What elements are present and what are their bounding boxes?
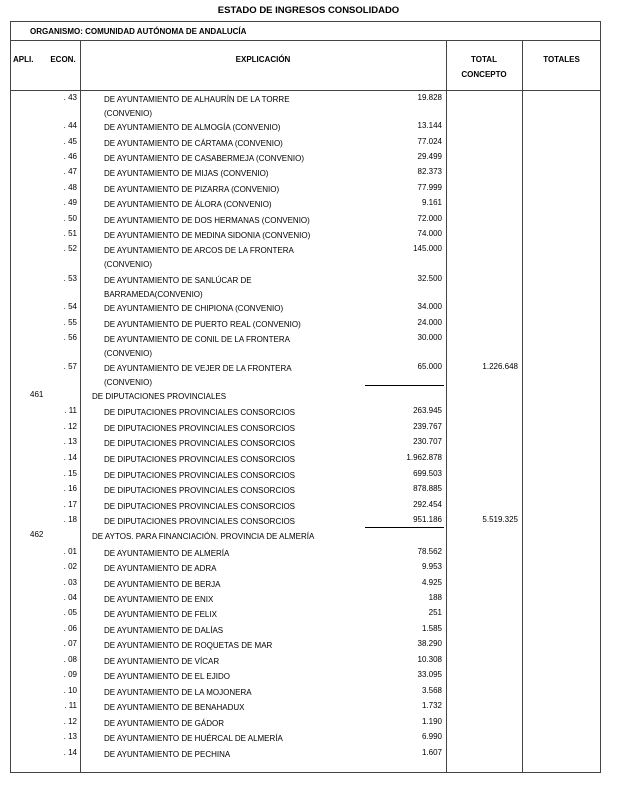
- econ-code: . 55: [63, 318, 77, 327]
- amount-value: 82.373: [417, 167, 442, 176]
- header-explicacion: EXPLICACIÓN: [235, 55, 291, 64]
- table-row: [0, 229, 617, 245]
- explicacion-text: DE AYUNTAMIENTO DE DOS HERMANAS (CONVENIO): [104, 216, 310, 225]
- amount-value: 77.999: [417, 183, 442, 192]
- amount-value: 699.503: [413, 469, 442, 478]
- header-totales: TOTALES: [543, 55, 580, 64]
- table-row: [0, 484, 617, 500]
- explicacion-text: DE AYUNTAMIENTO DE CASABERMEJA (CONVENIO): [104, 154, 305, 163]
- table-row: [0, 515, 617, 531]
- explicacion-text-cont: (CONVENIO): [104, 108, 152, 118]
- explicacion-text: DE DIPUTACIONES PROVINCIALES CONSORCIOS: [104, 408, 295, 417]
- explicacion-text-cont: (CONVENIO): [104, 348, 152, 358]
- amount-value: 29.499: [417, 152, 442, 161]
- explicacion-text: DE DIPUTACIONES PROVINCIALES CONSORCIOS: [104, 502, 295, 511]
- amount-value: 292.454: [413, 500, 442, 509]
- header-econ: ECON.: [50, 55, 76, 64]
- explicacion-text: DE AYUNTAMIENTO DE CONIL DE LA FRONTERA: [104, 335, 290, 344]
- explicacion-text: DE AYUNTAMIENTO DE PECHINA: [104, 750, 231, 759]
- total-concepto-value: 5.519.325: [482, 515, 518, 524]
- amount-value: 9.953: [421, 562, 442, 571]
- amount-value: 145.000: [413, 244, 442, 253]
- table-row: [0, 198, 617, 214]
- table-row: [0, 302, 617, 318]
- table-row: [0, 121, 617, 137]
- amount-value: 1.190: [421, 717, 442, 726]
- header-apli: APLI.: [13, 55, 34, 64]
- econ-code: . 11: [64, 406, 77, 415]
- econ-code: . 18: [63, 515, 77, 524]
- econ-code: . 14: [63, 748, 77, 757]
- organismo-bar: [10, 21, 601, 41]
- econ-code: . 13: [63, 437, 77, 446]
- explicacion-text: DE AYUNTAMIENTO DE LA MOJONERA: [104, 688, 252, 697]
- amount-value: 30.000: [417, 333, 442, 342]
- subtotal-underline: [365, 385, 444, 386]
- explicacion-text: DE AYUNTAMIENTO DE ALHAURÍN DE LA TORRE: [104, 95, 290, 104]
- amount-value: 78.562: [417, 547, 442, 556]
- amount-value: 77.024: [417, 137, 442, 146]
- econ-code: . 01: [63, 547, 77, 556]
- econ-code: . 03: [63, 578, 77, 587]
- table-row: [0, 701, 617, 717]
- explicacion-text: DE AYUNTAMIENTO DE VÍCAR: [104, 657, 220, 666]
- table-row: [0, 318, 617, 334]
- table-row: [0, 437, 617, 453]
- econ-code: . 47: [63, 167, 77, 176]
- amount-value: 239.767: [413, 422, 442, 431]
- explicacion-text: DE DIPUTACIONES PROVINCIALES CONSORCIOS: [104, 439, 295, 448]
- econ-code: . 56: [63, 333, 77, 342]
- amount-value: 33.095: [417, 670, 442, 679]
- explicacion-text: DE AYUNTAMIENTO DE MIJAS (CONVENIO): [104, 169, 269, 178]
- amount-value: 3.568: [421, 686, 442, 695]
- amount-value: 13.144: [417, 121, 442, 130]
- table-row: [0, 686, 617, 702]
- econ-code: . 46: [63, 152, 77, 161]
- explicacion-text: DE AYUNTAMIENTO DE ARCOS DE LA FRONTERA: [104, 246, 294, 255]
- explicacion-text: DE AYUNTAMIENTO DE EL EJIDO: [104, 672, 230, 681]
- explicacion-text: DE AYUNTAMIENTO DE PUERTO REAL (CONVENIO): [104, 320, 301, 329]
- table-row: [0, 362, 617, 387]
- table-row: [0, 578, 617, 594]
- amount-value: 1.585: [421, 624, 442, 633]
- econ-code: . 44: [63, 121, 77, 130]
- amount-value: 188: [428, 593, 442, 602]
- amount-value: 1.732: [421, 701, 442, 710]
- table-row: [0, 93, 617, 118]
- econ-code: . 48: [63, 183, 77, 192]
- econ-code: . 14: [63, 453, 77, 462]
- amount-value: 74.000: [417, 229, 442, 238]
- explicacion-text: DE AYUNTAMIENTO DE ROQUETAS DE MAR: [104, 641, 273, 650]
- amount-value: 230.707: [413, 437, 442, 446]
- table-row: [0, 214, 617, 230]
- explicacion-text: DE AYUNTAMIENTO DE CHIPIONA (CONVENIO): [104, 304, 284, 313]
- explicacion-text: DE AYUNTAMIENTO DE CÁRTAMA (CONVENIO): [104, 139, 283, 148]
- econ-code: . 12: [63, 422, 77, 431]
- table-row: [0, 274, 617, 299]
- explicacion-text-cont: (CONVENIO): [104, 259, 152, 269]
- explicacion-text: DE AYUNTAMIENTO DE HUÉRCAL DE ALMERÍA: [104, 734, 283, 743]
- econ-code: . 45: [63, 137, 77, 146]
- table-row: [0, 639, 617, 655]
- econ-code: . 10: [63, 686, 77, 695]
- amount-value: 263.945: [413, 406, 442, 415]
- header-total: TOTAL: [471, 55, 497, 64]
- explicacion-text: DE AYUNTAMIENTO DE BERJA: [104, 580, 221, 589]
- explicacion-text: DE AYUNTAMIENTO DE FELIX: [104, 610, 217, 619]
- table-row: [0, 500, 617, 516]
- explicacion-text: DE AYUNTAMIENTO DE GÁDOR: [104, 719, 225, 728]
- econ-code: . 05: [63, 608, 77, 617]
- econ-code: . 50: [63, 214, 77, 223]
- amount-value: 32.500: [417, 274, 442, 283]
- econ-code: . 09: [63, 670, 77, 679]
- amount-value: 9.161: [421, 198, 442, 207]
- amount-value: 65.000: [417, 362, 442, 371]
- table-row: [0, 469, 617, 485]
- amount-value: 6.990: [421, 732, 442, 741]
- explicacion-text: DE DIPUTACIONES PROVINCIALES: [92, 392, 227, 401]
- table-row: [0, 562, 617, 578]
- econ-code: . 15: [63, 469, 77, 478]
- explicacion-text: DE AYUNTAMIENTO DE PIZARRA (CONVENIO): [104, 185, 280, 194]
- econ-code: . 16: [63, 484, 77, 493]
- econ-code: . 04: [63, 593, 77, 602]
- table-row: [0, 608, 617, 624]
- econ-code: . 08: [63, 655, 77, 664]
- econ-code: . 54: [63, 302, 77, 311]
- econ-code: . 43: [63, 93, 77, 102]
- amount-value: 19.828: [417, 93, 442, 102]
- econ-code: . 13: [63, 732, 77, 741]
- explicacion-text: DE DIPUTACIONES PROVINCIALES CONSORCIOS: [104, 517, 295, 526]
- explicacion-text: DE AYUNTAMIENTO DE DALÍAS: [104, 626, 224, 635]
- econ-code: . 57: [63, 362, 77, 371]
- table-row: [0, 422, 617, 438]
- table-row: [0, 593, 617, 609]
- amount-value: 1.607: [421, 748, 442, 757]
- econ-code: . 52: [63, 244, 77, 253]
- table-row: [0, 152, 617, 168]
- explicacion-text-cont: BARRAMEDA(CONVENIO): [104, 289, 203, 299]
- total-concepto-value: 1.226.648: [482, 362, 518, 371]
- explicacion-text: DE AYTOS. PARA FINANCIACIÓN. PROVINCIA DE ALMERÍA: [92, 532, 315, 541]
- amount-value: 38.290: [417, 639, 442, 648]
- amount-value: 878.885: [413, 484, 442, 493]
- explicacion-text: DE AYUNTAMIENTO DE BENAHADUX: [104, 703, 245, 712]
- table-row: [0, 137, 617, 153]
- header-divider: [10, 90, 601, 91]
- explicacion-text: DE AYUNTAMIENTO DE SANLÚCAR DE: [104, 276, 252, 285]
- apli-code: 462: [30, 530, 44, 539]
- table-row: [0, 624, 617, 640]
- subtotal-underline: [365, 527, 444, 528]
- explicacion-text: DE AYUNTAMIENTO DE ENIX: [104, 595, 214, 604]
- econ-code: . 17: [63, 500, 77, 509]
- header-concepto: CONCEPTO: [461, 70, 507, 79]
- explicacion-text: DE DIPUTACIONES PROVINCIALES CONSORCIOS: [104, 455, 295, 464]
- section-row: [0, 530, 617, 546]
- explicacion-text: DE AYUNTAMIENTO DE ALMOGÍA (CONVENIO): [104, 123, 281, 132]
- table-row: [0, 655, 617, 671]
- table-row: [0, 183, 617, 199]
- table-row: [0, 748, 617, 764]
- page-title: ESTADO DE INGRESOS CONSOLIDADO: [217, 5, 400, 16]
- organismo-label: ORGANISMO: COMUNIDAD AUTÓNOMA DE ANDALUCÍA: [30, 27, 247, 36]
- econ-code: . 51: [63, 229, 77, 238]
- table-row: [0, 732, 617, 748]
- econ-code: . 11: [64, 701, 77, 710]
- amount-value: 34.000: [417, 302, 442, 311]
- econ-code: . 02: [63, 562, 77, 571]
- amount-value: 4.925: [421, 578, 442, 587]
- section-row: [0, 390, 617, 406]
- explicacion-text: DE AYUNTAMIENTO DE ALMERÍA: [104, 549, 230, 558]
- amount-value: 1.962.878: [406, 453, 442, 462]
- econ-code: . 06: [63, 624, 77, 633]
- amount-value: 951.186: [413, 515, 442, 524]
- econ-code: . 49: [63, 198, 77, 207]
- explicacion-text: DE AYUNTAMIENTO DE MEDINA SIDONIA (CONVENIO): [104, 231, 311, 240]
- table-row: [0, 167, 617, 183]
- table-row: [0, 333, 617, 358]
- econ-code: . 53: [63, 274, 77, 283]
- table-row: [0, 717, 617, 733]
- amount-value: 72.000: [417, 214, 442, 223]
- explicacion-text: DE DIPUTACIONES PROVINCIALES CONSORCIOS: [104, 471, 295, 480]
- explicacion-text: DE AYUNTAMIENTO DE ÁLORA (CONVENIO): [104, 200, 272, 209]
- table-row: [0, 453, 617, 469]
- econ-code: . 12: [63, 717, 77, 726]
- amount-value: 10.308: [417, 655, 442, 664]
- table-row: [0, 547, 617, 563]
- explicacion-text: DE AYUNTAMIENTO DE ADRA: [104, 564, 217, 573]
- explicacion-text: DE AYUNTAMIENTO DE VEJER DE LA FRONTERA: [104, 364, 292, 373]
- econ-code: . 07: [63, 639, 77, 648]
- explicacion-text: DE DIPUTACIONES PROVINCIALES CONSORCIOS: [104, 486, 295, 495]
- amount-value: 251: [428, 608, 442, 617]
- apli-code: 461: [30, 390, 44, 399]
- table-row: [0, 406, 617, 422]
- table-row: [0, 244, 617, 269]
- explicacion-text-cont: (CONVENIO): [104, 377, 152, 387]
- table-row: [0, 670, 617, 686]
- explicacion-text: DE DIPUTACIONES PROVINCIALES CONSORCIOS: [104, 424, 295, 433]
- amount-value: 24.000: [417, 318, 442, 327]
